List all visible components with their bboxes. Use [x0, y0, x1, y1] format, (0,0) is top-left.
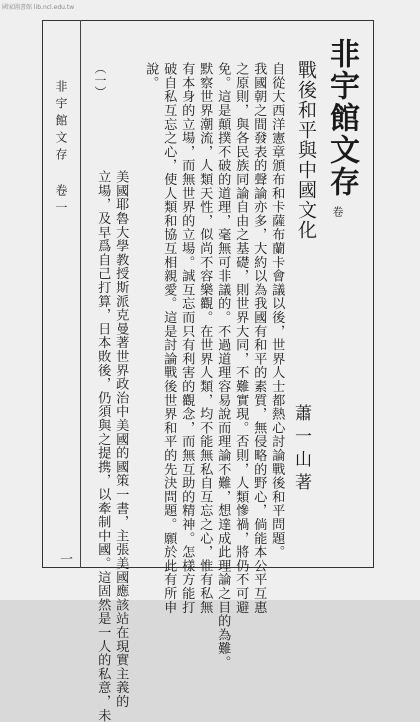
section-marker: （一） [93, 62, 107, 98]
body-column: 之原則，與各民族同論自由之基礎，則世界大同，不難實現。否則，人類慘禍，將仍不可避 [233, 62, 249, 614]
page-number: 一 [57, 552, 72, 565]
body-column: 免。這是顛撲不破的道理，毫無可非議的。不過道理容易說而理論不難，想達成此理論之目的為難。 [215, 62, 231, 670]
book-title: 非宇館文存 [324, 38, 359, 198]
body-column: 默察世界潮流，人類天性，似尚不容樂觀。在世界人類，均不能無私自互忘之心，惟有私無 [197, 62, 213, 614]
body-column: 我國朝之間發表的聲論亦多，大約以為我國有和平的素質，無侵略的野心，倘能本公平互惠 [251, 62, 267, 614]
body-column: 破自私互忘之心，使人類和協互相親愛。這是討論戰後世界和平的先決問題。願於此有所申 [161, 62, 177, 614]
watermark: 國家圖書館 lib.ncl.edu.tw [2, 4, 75, 11]
author-name: 蕭一山著 [291, 404, 311, 496]
body-column: 說。 [143, 62, 159, 90]
volume-label: 卷 [331, 206, 344, 217]
running-header: 非宇館文存 卷一 [54, 80, 68, 218]
body-column: 美國耶魯大學教授斯派克曼著世界政治中美國的國策一書，主張美國應該站在現實主義的 [113, 170, 129, 709]
margin-rule [80, 20, 81, 568]
essay-title: 戰後和平與中國文化 [295, 60, 317, 240]
body-column: 有本身的立場，而無世界的立場。誠互忘而只有利害的觀念，而無互助的精神。怎樣方能打 [179, 62, 195, 614]
body-column: 立場，及早爲自己打算，日本敗後，仍須與之提携，以牽制中國。這固然是一人的私意，未 [95, 170, 111, 722]
body-column: 自從大西洋憲章頒布和卡薩布蘭卡會議以後，世界人士都熱心討論戰後和平問題。 [269, 62, 285, 559]
